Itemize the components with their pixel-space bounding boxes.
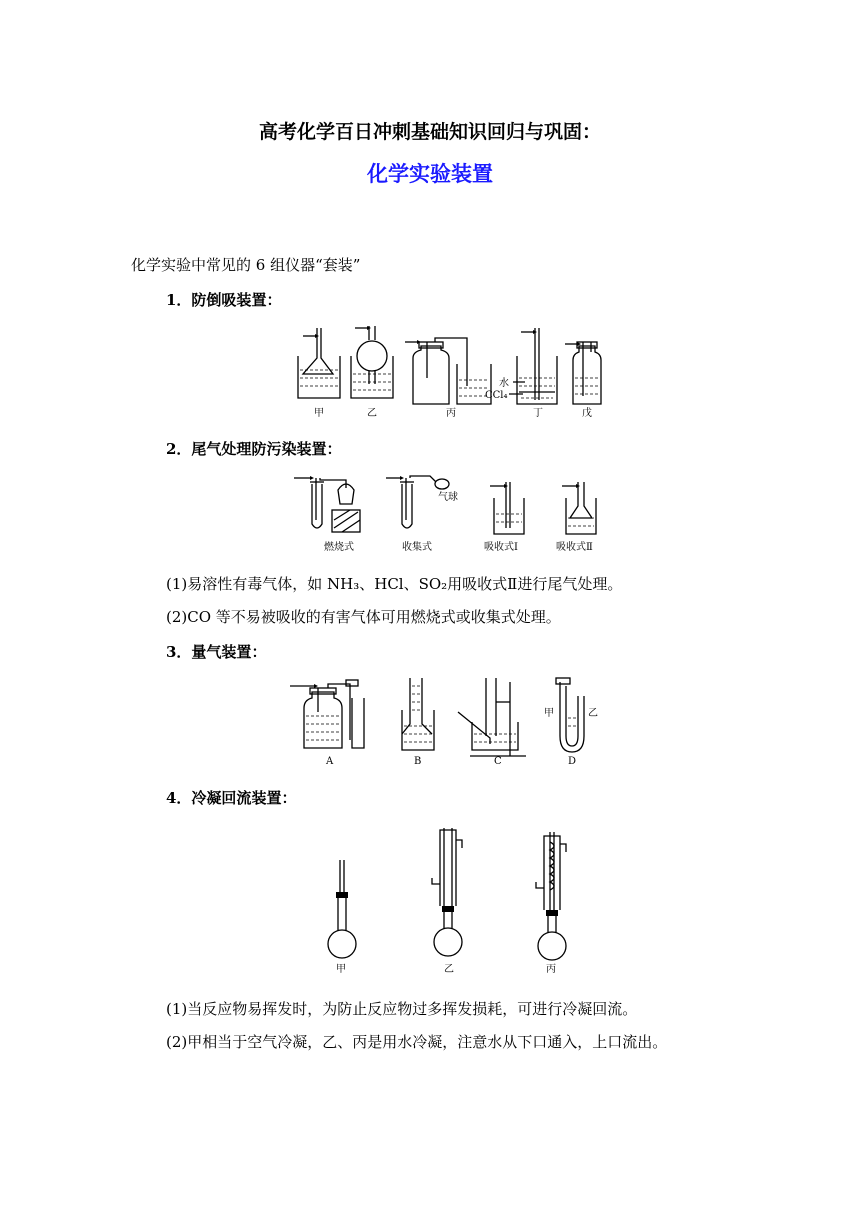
tube-label-jia: 甲	[544, 708, 554, 719]
apparatus-ding	[485, 328, 557, 404]
figure-label-combustion: 燃烧式	[324, 542, 354, 553]
section-heading-tail-gas: 2．尾气处理防污染装置：	[166, 440, 342, 458]
apparatus-reflux-bing	[536, 832, 566, 960]
figure-label-a: A	[326, 756, 334, 767]
section-heading-reflux: 4．冷凝回流装置：	[166, 789, 297, 807]
reflux-note-2: (2)甲相当于空气冷凝，乙、丙是用水冷凝，注意水从下口通入，上口流出。	[166, 1033, 668, 1051]
apparatus-a	[290, 680, 364, 748]
figure-label-wu: 戊	[582, 408, 592, 419]
figure-label-c: C	[494, 756, 502, 767]
apparatus-combustion	[294, 476, 360, 532]
tail-gas-treatment-figure	[290, 470, 610, 554]
page-title: 高考化学百日冲刺基础知识回归与巩固：	[258, 121, 601, 143]
tail-gas-note-1: (1)易溶性有毒气体，如 NH₃、HCl、SO₂用吸收式Ⅱ进行尾气处理。	[166, 575, 623, 593]
figure-label-collection: 收集式	[402, 542, 432, 553]
figure-label-d: D	[568, 756, 577, 767]
ccl4-label: CCl₄	[485, 390, 508, 401]
apparatus-collection	[386, 476, 458, 528]
apparatus-jia	[298, 328, 340, 398]
reflux-note-1: (1)当反应物易挥发时，为防止反应物过多挥发损耗，可进行冷凝回流。	[166, 1000, 638, 1018]
figure-label-absorption-2: 吸收式Ⅱ	[556, 542, 593, 553]
anti-suckback-apparatus-figure	[285, 318, 615, 422]
apparatus-bing	[405, 338, 491, 404]
section-heading-anti-suckback: 1．防倒吸装置：	[166, 291, 282, 309]
intro-text: 化学实验中常见的 6 组仪器“套装”	[131, 256, 361, 274]
figure-label-yi: 乙	[367, 408, 377, 419]
apparatus-yi	[351, 326, 393, 398]
apparatus-wu	[565, 342, 601, 404]
figure-label-reflux-jia: 甲	[336, 964, 346, 975]
page-subtitle: 化学实验装置	[367, 162, 493, 186]
figure-label-b: B	[414, 756, 422, 767]
apparatus-reflux-yi	[432, 828, 462, 956]
figure-label-bing: 丙	[446, 408, 456, 419]
gas-measurement-figure	[290, 672, 610, 768]
figure-label-reflux-yi: 乙	[444, 964, 454, 975]
water-label: 水	[499, 378, 509, 389]
reflux-condensation-figure	[320, 822, 580, 976]
figure-label-absorption-1: 吸收式Ⅰ	[484, 542, 518, 553]
apparatus-absorption-2	[562, 482, 596, 534]
apparatus-reflux-jia	[328, 860, 356, 958]
apparatus-absorption-1	[490, 482, 524, 534]
tail-gas-note-2: (2)CO 等不易被吸收的有害气体可用燃烧式或收集式处理。	[166, 608, 561, 626]
section-heading-gas-measure: 3．量气装置：	[166, 643, 267, 661]
figure-label-jia: 甲	[314, 408, 324, 419]
apparatus-c	[458, 678, 526, 756]
tube-label-yi: 乙	[588, 708, 598, 719]
figure-label-reflux-bing: 丙	[546, 964, 556, 975]
balloon-label: 气球	[438, 492, 458, 503]
apparatus-d	[544, 678, 598, 752]
figure-label-ding: 丁	[533, 408, 543, 419]
apparatus-b	[402, 678, 434, 750]
